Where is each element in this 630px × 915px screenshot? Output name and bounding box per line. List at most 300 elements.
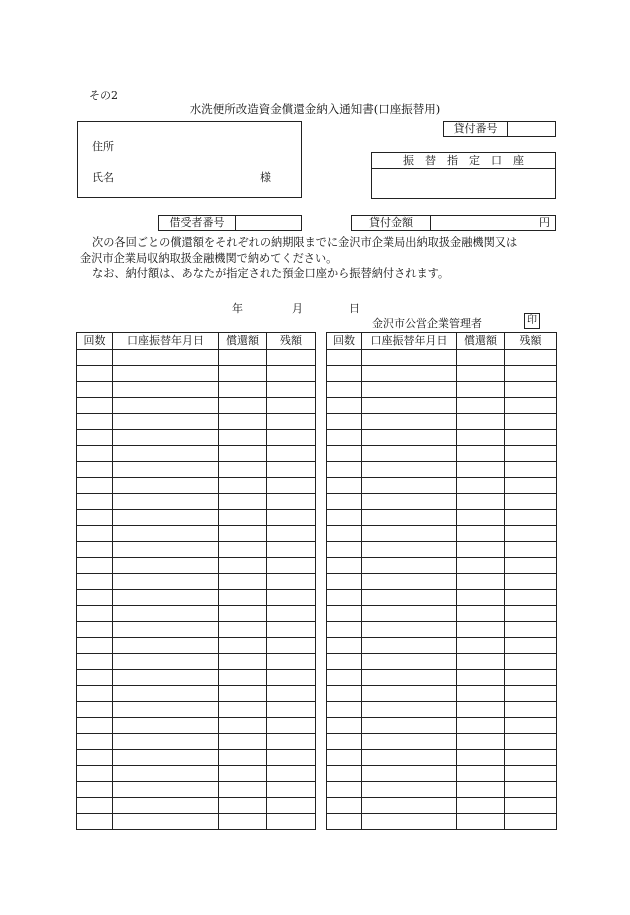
repayment-amount-cell[interactable]	[457, 446, 505, 462]
repayment-amount-cell[interactable]	[457, 462, 505, 478]
issuer-name: 金沢市公営企業管理者	[372, 317, 482, 330]
transfer-date-cell[interactable]	[113, 350, 219, 366]
repayment-amount-cell[interactable]	[219, 638, 267, 654]
balance-cell[interactable]	[267, 814, 316, 830]
balance-cell[interactable]	[505, 814, 557, 830]
repayment-amount-cell[interactable]	[457, 638, 505, 654]
schedule-row	[327, 462, 557, 478]
installment-cell[interactable]	[77, 350, 113, 366]
schedule-row	[327, 350, 557, 366]
repayment-amount-cell[interactable]	[219, 462, 267, 478]
installment-cell[interactable]	[327, 638, 362, 654]
balance-cell[interactable]	[267, 526, 316, 542]
transfer-date-cell[interactable]	[113, 430, 219, 446]
transfer-date-cell[interactable]	[362, 366, 457, 382]
repayment-amount-cell[interactable]	[457, 766, 505, 782]
repayment-amount-cell[interactable]	[219, 558, 267, 574]
schedule-row	[327, 542, 557, 558]
repayment-amount-cell[interactable]	[219, 734, 267, 750]
transfer-date-cell[interactable]	[362, 606, 457, 622]
balance-cell[interactable]	[267, 558, 316, 574]
balance-cell[interactable]	[267, 766, 316, 782]
transfer-date-cell[interactable]	[362, 782, 457, 798]
installment-cell[interactable]	[327, 382, 362, 398]
repayment-amount-cell[interactable]	[219, 654, 267, 670]
balance-cell[interactable]	[267, 702, 316, 718]
balance-cell[interactable]	[267, 366, 316, 382]
repayment-amount-cell[interactable]	[219, 718, 267, 734]
repayment-amount-cell[interactable]	[457, 366, 505, 382]
schedule-row	[77, 478, 316, 494]
page-label: その2	[89, 89, 118, 102]
balance-cell[interactable]	[267, 654, 316, 670]
balance-cell[interactable]	[267, 606, 316, 622]
repayment-amount-cell[interactable]	[457, 702, 505, 718]
seal-mark: 印	[524, 313, 540, 329]
balance-cell[interactable]	[505, 590, 557, 606]
repayment-amount-cell[interactable]	[457, 814, 505, 830]
installment-cell[interactable]	[327, 814, 362, 830]
installment-cell[interactable]	[327, 366, 362, 382]
repayment-amount-cell[interactable]	[457, 718, 505, 734]
transfer-date-cell[interactable]	[362, 478, 457, 494]
repayment-amount-cell[interactable]	[457, 526, 505, 542]
schedule-row	[77, 366, 316, 382]
installment-cell[interactable]	[77, 430, 113, 446]
schedule-row	[327, 718, 557, 734]
transfer-date-cell[interactable]	[362, 750, 457, 766]
repayment-amount-cell[interactable]	[457, 558, 505, 574]
installment-cell[interactable]	[77, 798, 113, 814]
balance-cell[interactable]	[505, 542, 557, 558]
repayment-amount-cell[interactable]	[457, 382, 505, 398]
balance-cell[interactable]	[505, 718, 557, 734]
transfer-date-cell[interactable]	[113, 654, 219, 670]
schedule-row	[327, 798, 557, 814]
installment-cell[interactable]	[327, 446, 362, 462]
repayment-schedule-right	[326, 332, 557, 830]
installment-cell[interactable]	[77, 398, 113, 414]
balance-cell[interactable]	[505, 494, 557, 510]
designated-account-field[interactable]	[371, 168, 556, 199]
balance-cell[interactable]	[505, 622, 557, 638]
schedule-row	[77, 814, 316, 830]
borrower-number-field[interactable]	[235, 215, 302, 231]
balance-cell[interactable]	[267, 750, 316, 766]
repayment-amount-cell[interactable]	[457, 430, 505, 446]
installment-cell[interactable]	[327, 510, 362, 526]
balance-cell[interactable]	[505, 782, 557, 798]
installment-cell[interactable]	[327, 526, 362, 542]
installment-cell[interactable]	[327, 734, 362, 750]
transfer-date-cell[interactable]	[362, 414, 457, 430]
schedule-row	[327, 670, 557, 686]
repayment-amount-cell[interactable]	[457, 782, 505, 798]
repayment-amount-cell[interactable]	[457, 686, 505, 702]
installment-cell[interactable]	[77, 510, 113, 526]
transfer-date-cell[interactable]	[113, 750, 219, 766]
transfer-date-cell[interactable]	[113, 814, 219, 830]
transfer-date-cell[interactable]	[362, 718, 457, 734]
installment-cell[interactable]	[77, 766, 113, 782]
installment-cell[interactable]	[77, 526, 113, 542]
schedule-row	[77, 734, 316, 750]
repayment-amount-cell[interactable]	[219, 574, 267, 590]
transfer-date-cell[interactable]	[362, 798, 457, 814]
loan-number-field[interactable]	[507, 121, 556, 137]
repayment-amount-cell[interactable]	[457, 734, 505, 750]
installment-cell[interactable]	[77, 558, 113, 574]
balance-cell[interactable]	[267, 782, 316, 798]
schedule-row	[327, 622, 557, 638]
schedule-row	[77, 494, 316, 510]
transfer-date-cell[interactable]	[362, 494, 457, 510]
balance-cell[interactable]	[267, 350, 316, 366]
installment-cell[interactable]	[77, 494, 113, 510]
installment-cell[interactable]	[77, 702, 113, 718]
repayment-amount-cell[interactable]	[219, 814, 267, 830]
balance-cell[interactable]	[505, 398, 557, 414]
installment-cell[interactable]	[327, 542, 362, 558]
transfer-date-cell[interactable]	[113, 462, 219, 478]
repayment-amount-cell[interactable]	[457, 670, 505, 686]
schedule-row	[327, 638, 557, 654]
schedule-row	[327, 702, 557, 718]
repayment-amount-cell[interactable]	[457, 606, 505, 622]
installment-cell[interactable]	[327, 686, 362, 702]
installment-cell[interactable]	[327, 670, 362, 686]
balance-cell[interactable]	[505, 638, 557, 654]
balance-cell[interactable]	[505, 350, 557, 366]
repayment-amount-cell[interactable]	[457, 798, 505, 814]
schedule-row	[77, 766, 316, 782]
balance-cell[interactable]	[267, 446, 316, 462]
transfer-date-cell[interactable]	[113, 718, 219, 734]
balance-cell[interactable]	[505, 526, 557, 542]
installment-cell[interactable]	[77, 590, 113, 606]
repayment-amount-cell[interactable]	[219, 398, 267, 414]
installment-cell[interactable]	[77, 654, 113, 670]
schedule-row	[327, 590, 557, 606]
repayment-amount-cell[interactable]	[457, 590, 505, 606]
repayment-amount-cell[interactable]	[219, 702, 267, 718]
installment-cell[interactable]	[77, 574, 113, 590]
col-balance: 残額	[505, 333, 557, 350]
transfer-date-cell[interactable]	[113, 622, 219, 638]
transfer-date-cell[interactable]	[362, 638, 457, 654]
loan-number-label: 貸付番号	[443, 121, 508, 137]
transfer-date-cell[interactable]	[113, 670, 219, 686]
repayment-amount-cell[interactable]	[219, 446, 267, 462]
installment-cell[interactable]	[77, 718, 113, 734]
transfer-date-cell[interactable]	[113, 766, 219, 782]
balance-cell[interactable]	[267, 510, 316, 526]
installment-cell[interactable]	[327, 430, 362, 446]
transfer-date-cell[interactable]	[362, 462, 457, 478]
installment-cell[interactable]	[327, 590, 362, 606]
transfer-date-cell[interactable]	[113, 686, 219, 702]
address-label: 住所	[92, 140, 114, 153]
transfer-date-cell[interactable]	[113, 798, 219, 814]
schedule-row	[327, 814, 557, 830]
honorific: 様	[260, 171, 271, 184]
installment-cell[interactable]	[77, 622, 113, 638]
transfer-date-cell[interactable]	[362, 382, 457, 398]
schedule-row	[77, 670, 316, 686]
col-installment: 回数	[327, 333, 362, 350]
balance-cell[interactable]	[505, 382, 557, 398]
balance-cell[interactable]	[267, 734, 316, 750]
repayment-amount-cell[interactable]	[219, 798, 267, 814]
schedule-row	[327, 686, 557, 702]
repayment-amount-cell[interactable]	[219, 494, 267, 510]
installment-cell[interactable]	[327, 750, 362, 766]
balance-cell[interactable]	[505, 446, 557, 462]
transfer-date-cell[interactable]	[362, 574, 457, 590]
transfer-date-cell[interactable]	[113, 526, 219, 542]
balance-cell[interactable]	[505, 670, 557, 686]
repayment-amount-cell[interactable]	[219, 622, 267, 638]
repayment-amount-cell[interactable]	[219, 526, 267, 542]
repayment-amount-cell[interactable]	[457, 350, 505, 366]
transfer-date-cell[interactable]	[362, 590, 457, 606]
balance-cell[interactable]	[267, 414, 316, 430]
installment-cell[interactable]	[77, 542, 113, 558]
transfer-date-cell[interactable]	[113, 574, 219, 590]
installment-cell[interactable]	[327, 798, 362, 814]
transfer-date-cell[interactable]	[113, 414, 219, 430]
transfer-date-cell[interactable]	[362, 446, 457, 462]
balance-cell[interactable]	[505, 430, 557, 446]
balance-cell[interactable]	[267, 638, 316, 654]
repayment-amount-cell[interactable]	[457, 398, 505, 414]
transfer-date-cell[interactable]	[113, 638, 219, 654]
schedule-row	[77, 542, 316, 558]
installment-cell[interactable]	[77, 446, 113, 462]
schedule-row	[327, 526, 557, 542]
installment-cell[interactable]	[77, 686, 113, 702]
balance-cell[interactable]	[267, 382, 316, 398]
transfer-date-cell[interactable]	[113, 478, 219, 494]
schedule-row	[77, 526, 316, 542]
installment-cell[interactable]	[327, 718, 362, 734]
balance-cell[interactable]	[267, 574, 316, 590]
transfer-date-cell[interactable]	[113, 558, 219, 574]
transfer-date-cell[interactable]	[362, 702, 457, 718]
repayment-amount-cell[interactable]	[219, 670, 267, 686]
transfer-date-cell[interactable]	[113, 542, 219, 558]
installment-cell[interactable]	[77, 782, 113, 798]
transfer-date-cell[interactable]	[113, 398, 219, 414]
schedule-row	[327, 574, 557, 590]
schedule-row	[77, 782, 316, 798]
col-repayment-amount: 償還額	[457, 333, 505, 350]
repayment-amount-cell[interactable]	[219, 414, 267, 430]
schedule-row	[327, 734, 557, 750]
transfer-date-cell[interactable]	[362, 430, 457, 446]
transfer-date-cell[interactable]	[362, 654, 457, 670]
transfer-date-cell[interactable]	[113, 494, 219, 510]
transfer-date-cell[interactable]	[362, 350, 457, 366]
installment-cell[interactable]	[327, 462, 362, 478]
installment-cell[interactable]	[77, 462, 113, 478]
transfer-date-cell[interactable]	[362, 734, 457, 750]
balance-cell[interactable]	[267, 718, 316, 734]
installment-cell[interactable]	[327, 702, 362, 718]
repayment-amount-cell[interactable]	[457, 478, 505, 494]
schedule-header-row	[327, 333, 557, 350]
installment-cell[interactable]	[77, 750, 113, 766]
designated-account-header: 振 替 指 定 口 座	[371, 152, 556, 169]
repayment-amount-cell[interactable]	[219, 750, 267, 766]
balance-cell[interactable]	[505, 414, 557, 430]
col-installment: 回数	[77, 333, 113, 350]
installment-cell[interactable]	[77, 366, 113, 382]
transfer-date-cell[interactable]	[113, 510, 219, 526]
transfer-date-cell[interactable]	[113, 590, 219, 606]
installment-cell[interactable]	[327, 398, 362, 414]
balance-cell[interactable]	[267, 798, 316, 814]
installment-cell[interactable]	[327, 558, 362, 574]
balance-cell[interactable]	[267, 494, 316, 510]
schedule-row	[77, 398, 316, 414]
balance-cell[interactable]	[505, 574, 557, 590]
col-balance: 残額	[267, 333, 316, 350]
repayment-amount-cell[interactable]	[219, 478, 267, 494]
balance-cell[interactable]	[267, 590, 316, 606]
schedule-row	[77, 558, 316, 574]
transfer-date-cell[interactable]	[362, 510, 457, 526]
repayment-amount-cell[interactable]	[457, 622, 505, 638]
balance-cell[interactable]	[505, 510, 557, 526]
schedule-row	[77, 750, 316, 766]
installment-cell[interactable]	[327, 782, 362, 798]
balance-cell[interactable]	[505, 734, 557, 750]
document-title: 水洗便所改造資金償還金納入通知書(口座振替用)	[189, 102, 441, 116]
installment-cell[interactable]	[327, 574, 362, 590]
balance-cell[interactable]	[505, 606, 557, 622]
col-transfer-date: 口座振替年月日	[362, 333, 457, 350]
repayment-amount-cell[interactable]	[219, 510, 267, 526]
repayment-amount-cell[interactable]	[219, 366, 267, 382]
transfer-date-cell[interactable]	[113, 782, 219, 798]
installment-cell[interactable]	[327, 622, 362, 638]
balance-cell[interactable]	[505, 766, 557, 782]
balance-cell[interactable]	[267, 686, 316, 702]
repayment-amount-cell[interactable]	[457, 414, 505, 430]
balance-cell[interactable]	[505, 558, 557, 574]
transfer-date-cell[interactable]	[113, 606, 219, 622]
transfer-date-cell[interactable]	[362, 686, 457, 702]
repayment-amount-cell[interactable]	[457, 574, 505, 590]
repayment-amount-cell[interactable]	[219, 382, 267, 398]
repayment-amount-cell[interactable]	[457, 654, 505, 670]
installment-cell[interactable]	[77, 478, 113, 494]
repayment-amount-cell[interactable]	[219, 430, 267, 446]
balance-cell[interactable]	[505, 366, 557, 382]
name-label: 氏名	[92, 171, 114, 184]
installment-cell[interactable]	[327, 494, 362, 510]
schedule-header-row	[77, 333, 316, 350]
installment-cell[interactable]	[327, 478, 362, 494]
transfer-date-cell[interactable]	[362, 542, 457, 558]
repayment-amount-cell[interactable]	[219, 350, 267, 366]
balance-cell[interactable]	[267, 542, 316, 558]
installment-cell[interactable]	[77, 638, 113, 654]
installment-cell[interactable]	[327, 414, 362, 430]
balance-cell[interactable]	[505, 462, 557, 478]
balance-cell[interactable]	[267, 398, 316, 414]
balance-cell[interactable]	[505, 686, 557, 702]
schedule-row	[77, 686, 316, 702]
repayment-amount-cell[interactable]	[219, 686, 267, 702]
balance-cell[interactable]	[505, 702, 557, 718]
installment-cell[interactable]	[77, 606, 113, 622]
transfer-date-cell[interactable]	[362, 398, 457, 414]
installment-cell[interactable]	[327, 350, 362, 366]
transfer-date-cell[interactable]	[362, 670, 457, 686]
repayment-amount-cell[interactable]	[219, 590, 267, 606]
installment-cell[interactable]	[77, 734, 113, 750]
transfer-date-cell[interactable]	[362, 558, 457, 574]
balance-cell[interactable]	[505, 750, 557, 766]
balance-cell[interactable]	[267, 462, 316, 478]
balance-cell[interactable]	[267, 622, 316, 638]
transfer-date-cell[interactable]	[113, 366, 219, 382]
schedule-row	[77, 606, 316, 622]
yen-unit: 円	[539, 216, 550, 229]
repayment-amount-cell[interactable]	[457, 750, 505, 766]
repayment-amount-cell[interactable]	[219, 782, 267, 798]
balance-cell[interactable]	[505, 478, 557, 494]
loan-amount-field[interactable]	[430, 215, 556, 231]
date-year: 年	[232, 302, 243, 315]
balance-cell[interactable]	[267, 430, 316, 446]
repayment-amount-cell[interactable]	[219, 542, 267, 558]
transfer-date-cell[interactable]	[113, 382, 219, 398]
installment-cell[interactable]	[77, 670, 113, 686]
installment-cell[interactable]	[77, 414, 113, 430]
balance-cell[interactable]	[505, 654, 557, 670]
installment-cell[interactable]	[77, 814, 113, 830]
transfer-date-cell[interactable]	[362, 766, 457, 782]
transfer-date-cell[interactable]	[113, 446, 219, 462]
transfer-date-cell[interactable]	[113, 734, 219, 750]
schedule-row	[77, 590, 316, 606]
installment-cell[interactable]	[327, 606, 362, 622]
installment-cell[interactable]	[327, 654, 362, 670]
installment-cell[interactable]	[77, 382, 113, 398]
installment-cell[interactable]	[327, 766, 362, 782]
transfer-date-cell[interactable]	[362, 622, 457, 638]
col-transfer-date: 口座振替年月日	[113, 333, 219, 350]
transfer-date-cell[interactable]	[113, 702, 219, 718]
balance-cell[interactable]	[267, 478, 316, 494]
transfer-date-cell[interactable]	[362, 814, 457, 830]
schedule-row	[77, 654, 316, 670]
date-month: 月	[292, 302, 303, 315]
repayment-amount-cell[interactable]	[219, 606, 267, 622]
repayment-amount-cell[interactable]	[457, 542, 505, 558]
repayment-amount-cell[interactable]	[457, 510, 505, 526]
schedule-row	[327, 398, 557, 414]
balance-cell[interactable]	[267, 670, 316, 686]
repayment-amount-cell[interactable]	[219, 766, 267, 782]
transfer-date-cell[interactable]	[362, 526, 457, 542]
balance-cell[interactable]	[505, 798, 557, 814]
schedule-row	[327, 750, 557, 766]
repayment-amount-cell[interactable]	[457, 494, 505, 510]
